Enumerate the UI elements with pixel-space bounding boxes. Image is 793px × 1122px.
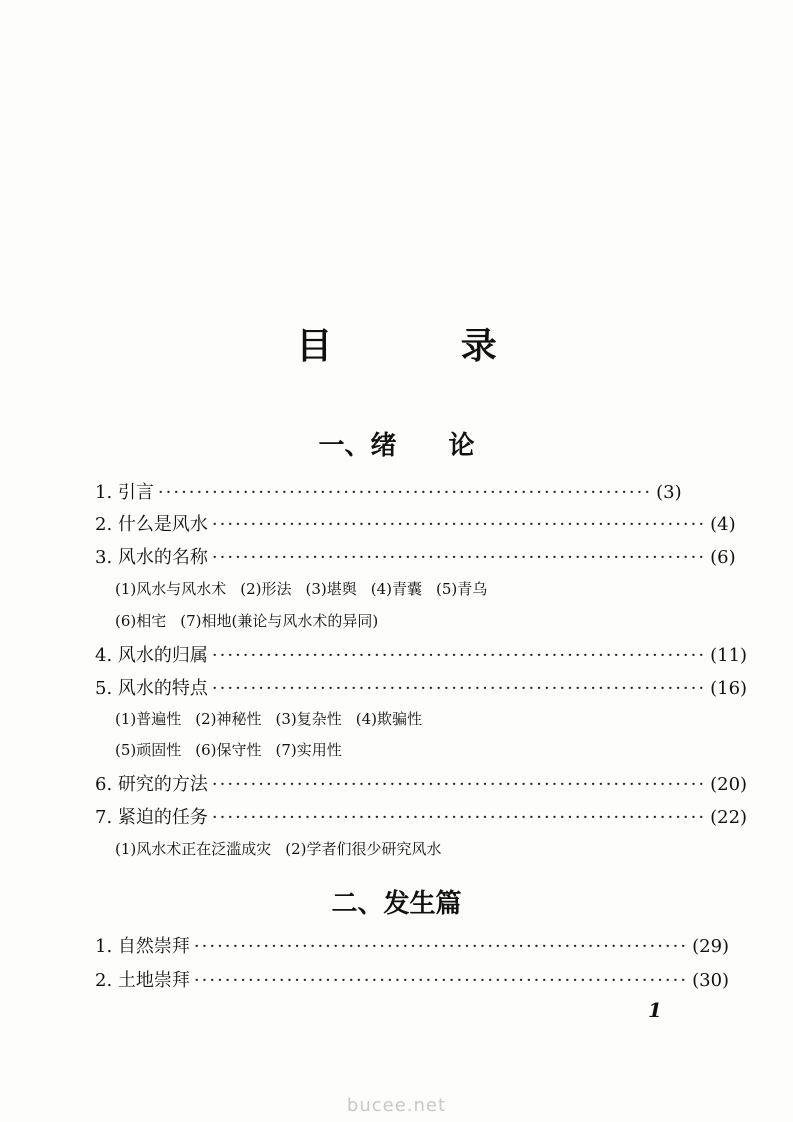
toc-subentry: (4)欺骗性: [355, 710, 422, 728]
toc-subentry: (3)堪舆: [305, 580, 357, 598]
toc-subentry: (1)风水与风水术: [115, 580, 227, 598]
section-heading-2: 二、发生篇: [331, 889, 462, 919]
section-heading-1-part-b: 论: [448, 431, 475, 461]
toc-subentries: [115, 610, 392, 631]
section-heading-1: [0, 425, 793, 462]
leader-dots: ································································: [211, 678, 707, 699]
section-heading-1-part-a: 一、绪: [318, 431, 397, 461]
leader-dots: ································································: [193, 970, 689, 991]
toc-entry[interactable]: [95, 510, 736, 540]
toc-subentry: (7)相地(兼论与风水术的异同): [180, 612, 379, 630]
toc-entry-label: 6. 研究的方法: [95, 774, 208, 795]
toc-entry-label: 4. 风水的归属: [95, 645, 208, 666]
toc-subentry: (6)相宅: [115, 612, 167, 630]
page-number: 1: [648, 998, 662, 1022]
leader-dots: ································································: [157, 482, 653, 503]
toc-subentry: (1)风水术正在泛滥成灾: [115, 840, 272, 858]
leader-dots: ································································: [211, 547, 707, 568]
toc-entry-page: (20): [710, 774, 748, 795]
toc-entry-label: 1. 引言: [95, 482, 154, 503]
toc-subentry: (1)普遍性: [115, 710, 182, 728]
toc-entry-label: 5. 风水的特点: [95, 678, 208, 699]
leader-dots: ································································: [193, 936, 689, 957]
toc-entry[interactable]: [95, 770, 748, 800]
toc-entry-page: (3): [656, 482, 682, 503]
leader-dots: ································································: [211, 774, 707, 795]
toc-entry[interactable]: [95, 674, 748, 704]
toc-subentry: (6)保守性: [195, 741, 262, 759]
toc-subentries: [115, 739, 356, 760]
toc-subentry: (2)神秘性: [195, 710, 262, 728]
toc-entry[interactable]: [95, 803, 748, 833]
toc-entry-page: (22): [710, 807, 748, 828]
toc-entry-page: (6): [710, 547, 736, 568]
toc-subentries: [115, 708, 436, 729]
toc-entry-label: 7. 紧迫的任务: [95, 807, 208, 828]
toc-subentry: (5)顽固性: [115, 741, 182, 759]
toc-entry-page: (16): [710, 678, 748, 699]
toc-entry-label: 1. 自然崇拜: [95, 936, 190, 957]
toc-entry-page: (30): [692, 970, 730, 991]
toc-entry-label: 2. 土地崇拜: [95, 970, 190, 991]
toc-entry-page: (29): [692, 936, 730, 957]
toc-entry[interactable]: [95, 543, 736, 573]
toc-subentry: (2)形法: [240, 580, 292, 598]
toc-subentry: (7)实用性: [275, 741, 342, 759]
toc-subentry: (4)青囊: [370, 580, 422, 598]
leader-dots: ································································: [211, 514, 707, 535]
leader-dots: ································································: [211, 645, 707, 666]
toc-subentry: (5)青乌: [436, 580, 488, 598]
toc-entry-page: (4): [710, 514, 736, 535]
toc-subentry: (2)学者们很少研究风水: [285, 840, 442, 858]
toc-entry-page: (11): [710, 645, 748, 666]
toc-entry-label: 2. 什么是风水: [95, 514, 208, 535]
toc-entry[interactable]: [95, 932, 730, 962]
watermark: bucee.net: [346, 1095, 447, 1116]
toc-entry[interactable]: [95, 966, 730, 996]
toc-entry[interactable]: [95, 478, 680, 508]
toc-entry[interactable]: [95, 641, 748, 671]
toc-subentries: [115, 838, 456, 859]
toc-entry-label: 3. 风水的名称: [95, 547, 208, 568]
page-title: 目 录: [296, 326, 555, 367]
toc-subentry: (3)复杂性: [275, 710, 342, 728]
leader-dots: ································································: [211, 807, 707, 828]
toc-subentries: [115, 578, 501, 599]
